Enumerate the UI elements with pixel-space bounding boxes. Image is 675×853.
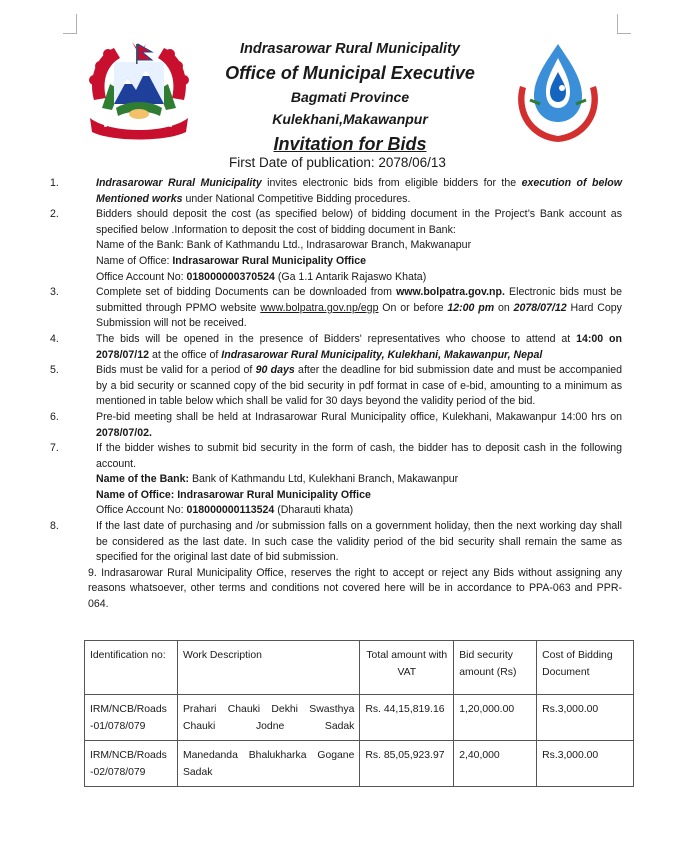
table-cell: Prahari Chauki Dekhi Swasthya Chauki Jodne Sadak bbox=[177, 695, 359, 741]
list-item: 2. Bidders should deposit the cost (as specified below) of bidding document in the Project’s Bank account as specified below .Information to deposit the cost of bidding document in Bank: Name of the Bank: Bank of Kathmandu Ltd., Indrasarowar Branch, Makwanapur Name of Office: Indrasarowar Rural Municipality Office Office Account No: 018000000370524 (Ga 1.1 Antarik Rajaswo Khata) bbox=[50, 208, 622, 283]
table-row bbox=[85, 741, 634, 787]
list-item: 8. If the last date of purchasing and /or submission falls on a government holiday, then the next working day shall be considered as the last date. In such case the validity period of the bid security shall remain the same as specified for the original last date of bid submission. bbox=[50, 520, 622, 564]
notice-body bbox=[42, 176, 622, 613]
table-cell: Manedanda Bhalukharka Gogane Sadak bbox=[177, 741, 359, 787]
municipality-name: Indrasarowar Rural Municipality bbox=[240, 41, 460, 57]
header-cell: Work Description bbox=[177, 641, 359, 695]
municipality-water-drop-logo bbox=[512, 40, 604, 144]
list-item: 5. Bids must be valid for a period of 90 days after the deadline for bid submission date and must be accompanied by a bid security or scanned copy of the bid security in pdf format in case of e-bid, amounting to a minimum as mentioned in table below which shall be valid for 30 days beyond the validity period of the bid. bbox=[50, 364, 622, 408]
ppmo-link[interactable]: www.bolpatra.gov.np/egp bbox=[260, 301, 379, 314]
table-row bbox=[85, 695, 634, 741]
list-item: 7. If the bidder wishes to submit bid security in the form of cash, the bidder has to deposit cash in the following account. Name of the Bank: Bank of Kathmandu Ltd, Kulekhani Branch, Makawanpur Name of Office: Indrasarowar Rural Municipality Office Office Account No: 018000000113524 (Dharauti khata) bbox=[50, 442, 622, 517]
header-cell: Identification no: bbox=[85, 641, 178, 695]
table-cell: Rs.3,000.00 bbox=[537, 695, 634, 741]
publication-date: First Date of publication: 2078/06/13 bbox=[229, 155, 446, 170]
header-cell: Cost of Bidding Document bbox=[537, 641, 634, 695]
crop-mark-right bbox=[617, 14, 631, 34]
table-cell: 2,40,000 bbox=[454, 741, 537, 787]
bids-table bbox=[84, 640, 634, 787]
nepal-emblem bbox=[80, 38, 198, 144]
province-name: Bagmati Province bbox=[290, 89, 410, 105]
list-item: 4. The bids will be opened in the presence of Bidders' representatives who choose to attend at 14:00 on 2078/07/12 at the office of Indrasarowar Rural Municipality, Kulekhani, Makawanpur, Nepal bbox=[50, 332, 622, 361]
office-name: Office of Municipal Executive bbox=[225, 63, 475, 83]
list-item: 6. Pre-bid meeting shall be held at Indrasarowar Rural Municipality office, Kulekhani, Makawanpur 14:00 hrs on 2078/07/02. bbox=[50, 410, 622, 439]
table-cell: Rs. 85,05,923.97 bbox=[360, 741, 454, 787]
document-title: Invitation for Bids bbox=[273, 134, 427, 154]
list-item: 3. Complete set of bidding Documents can be downloaded from www.bolpatra.gov.np. Electronic bids must be submitted through PPMO website www.bolpatra.gov.np/egp On or before 12:00 pm on 2078/07/12 Hard Copy Submission will not be received. bbox=[50, 286, 623, 330]
table-cell: 1,20,000.00 bbox=[454, 695, 537, 741]
table-header-row bbox=[85, 641, 634, 695]
table-cell: IRM/NCB/Roads -01/078/079 bbox=[85, 695, 178, 741]
list-item: 1. Indrasarowar Rural Municipality invites electronic bids from eligible bidders for the execution of below Mentioned works under National Competitive Bidding procedures. bbox=[50, 177, 622, 205]
location: Kulekhani,Makawanpur bbox=[272, 111, 428, 127]
crop-mark-left bbox=[63, 14, 77, 34]
header-cell: Total amount with VAT bbox=[360, 641, 454, 695]
letterhead bbox=[200, 38, 500, 158]
list-item: 9. Indrasarowar Rural Municipality Office, reserves the right to accept or reject any Bids without assigning any reasons whatsoever, other terms and conditions not covered here will be in accordance to PPA-063 and PPR-064. bbox=[88, 566, 622, 611]
header-cell: Bid security amount (Rs) bbox=[454, 641, 537, 695]
table-cell: Rs.3,000.00 bbox=[537, 741, 634, 787]
table-cell: Rs. 44,15,819.16 bbox=[360, 695, 454, 741]
table-cell: IRM/NCB/Roads -02/078/079 bbox=[85, 741, 178, 787]
